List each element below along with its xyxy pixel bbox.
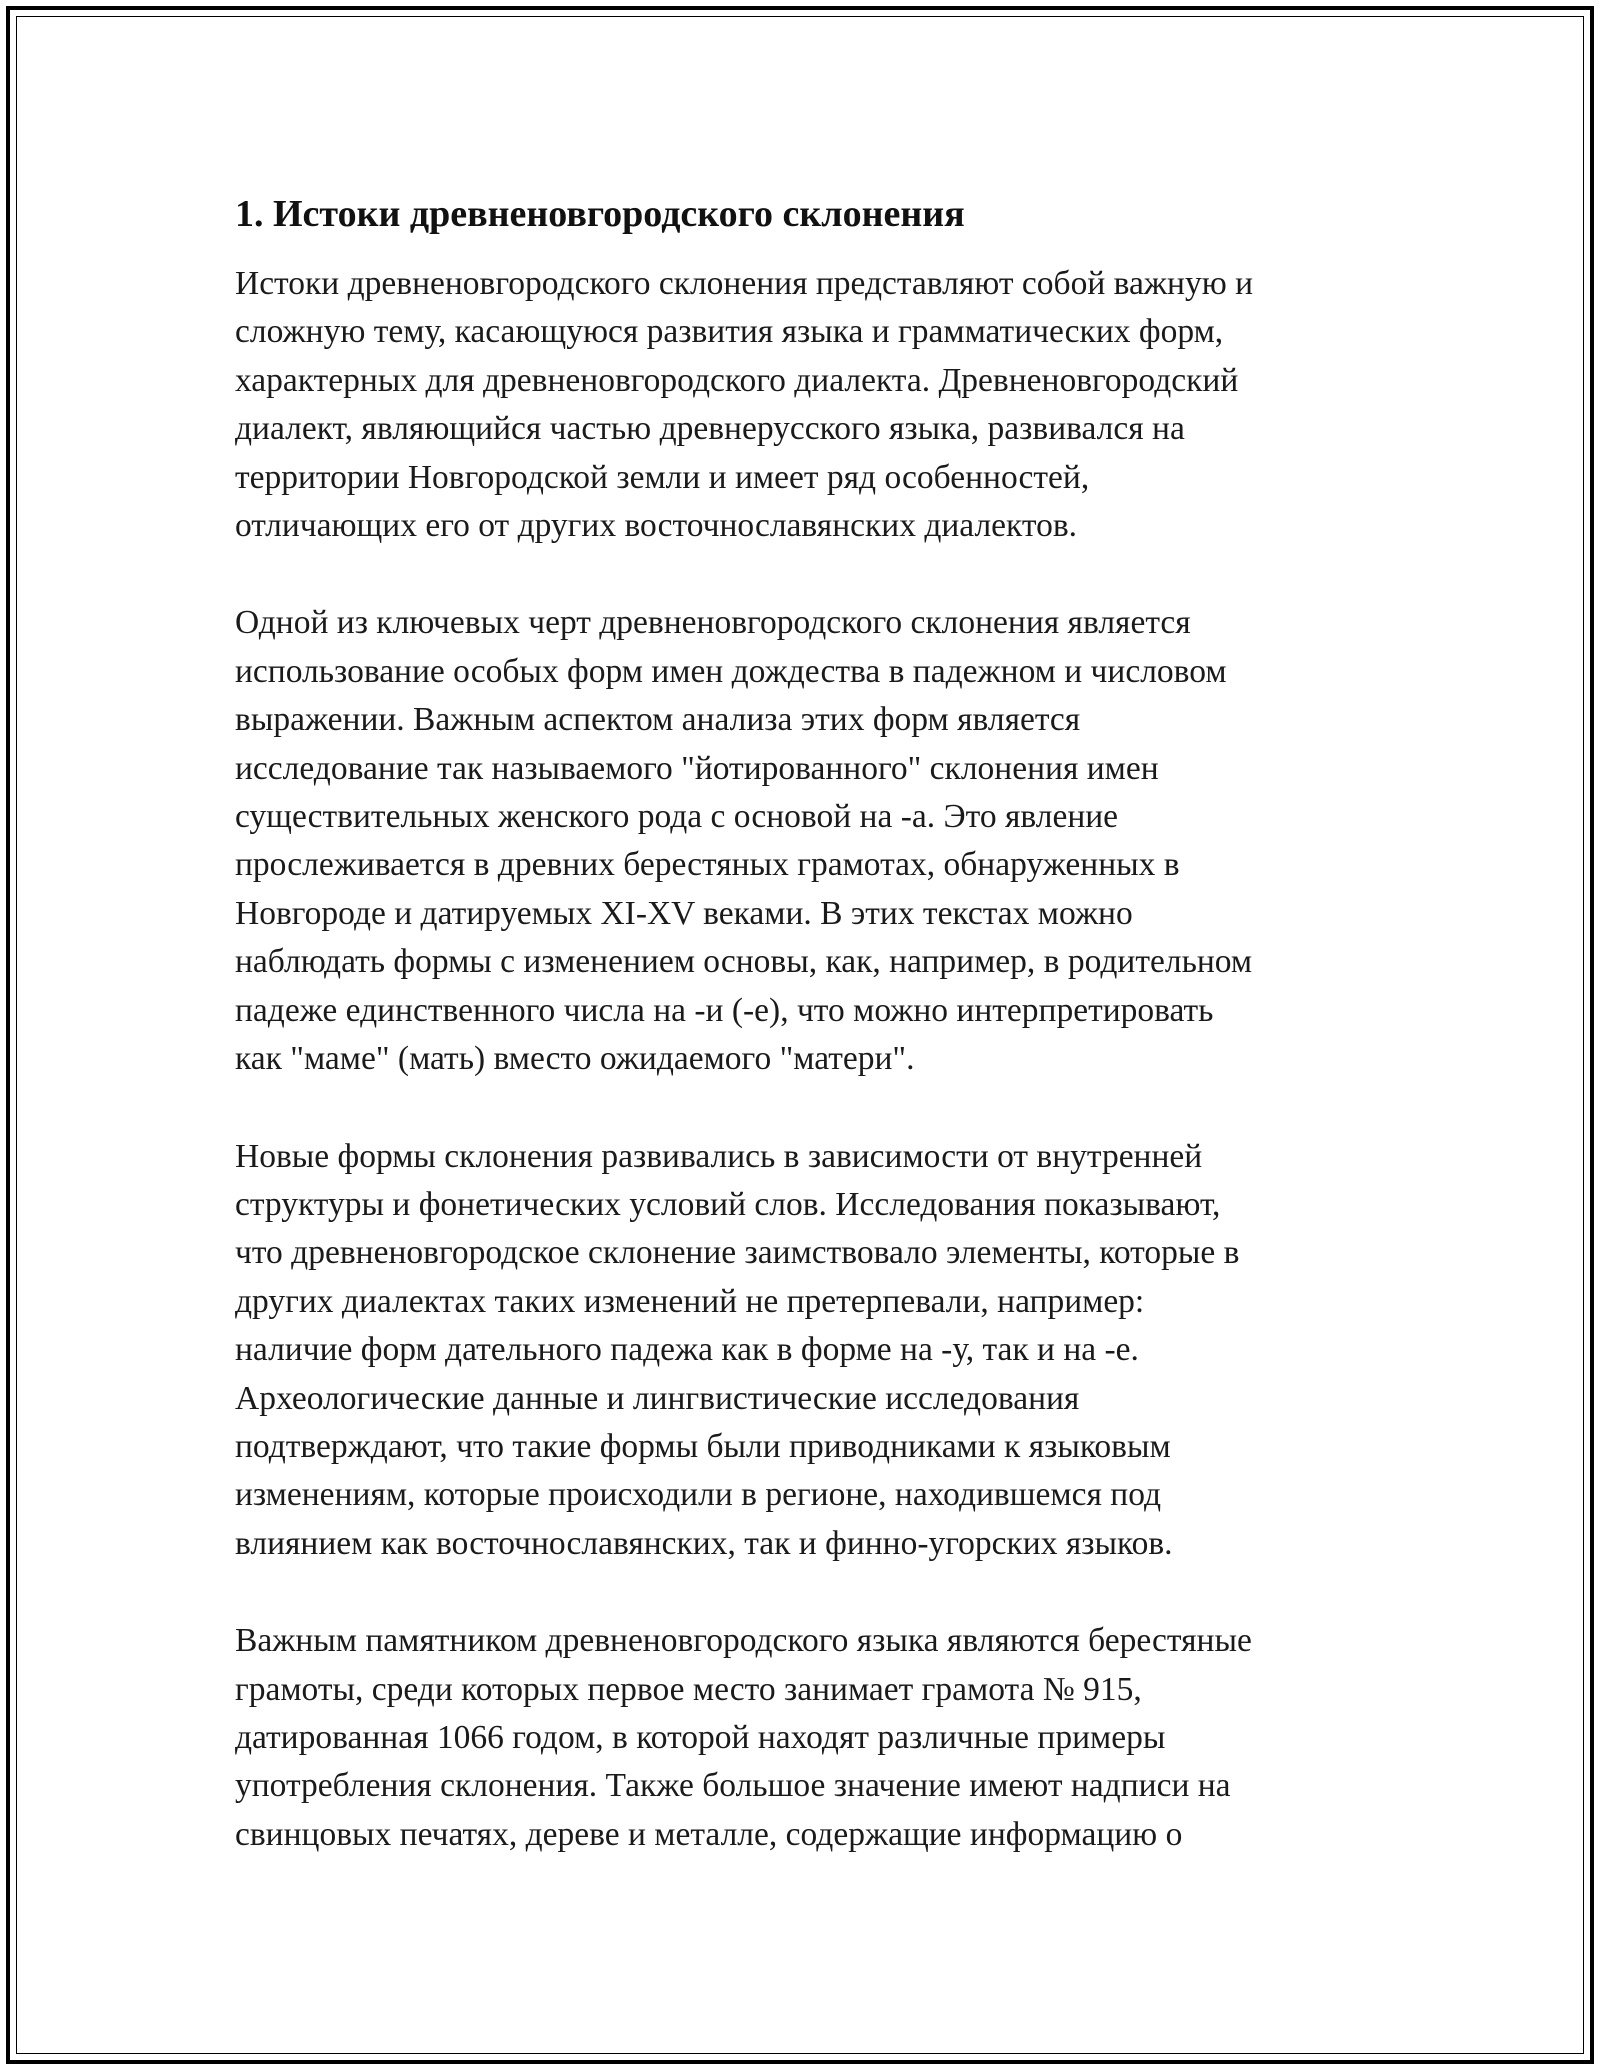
- text-line: исследование так называемого "йотированного" склонения имен: [235, 749, 1159, 787]
- text-line: как "маме" (мать) вместо ожидаемого "матери".: [235, 1040, 915, 1078]
- text-line: Одной из ключевых черт древненовгородского склонения является: [235, 604, 1191, 642]
- text-line: прослеживается в древних берестяных грамотах, обнаруженных в: [235, 846, 1180, 884]
- text-line: структуры и фонетических условий слов. Исследования показывают,: [235, 1185, 1221, 1223]
- text-line: выражении. Важным аспектом анализа этих форм является: [235, 701, 1081, 739]
- text-line: Новгороде и датируемых XI-XV веками. В этих текстах можно: [235, 894, 1133, 932]
- text-line: территории Новгородской земли и имеет ряд особенностей,: [235, 458, 1090, 496]
- text-line: что древненовгородское склонение заимствовало элементы, которые в: [235, 1234, 1240, 1272]
- text-line: существительных женского рода с основой на -а. Это явление: [235, 798, 1119, 836]
- text-line: характерных для древненовгородского диалекта. Древненовгородский: [235, 361, 1239, 399]
- text-line: грамоты, среди которых первое место занимает грамота № 915,: [235, 1670, 1142, 1708]
- document-body: [235, 188, 1365, 1908]
- text-line: наличие форм дательного падежа как в форме на -у, так и на -е.: [235, 1331, 1139, 1369]
- text-line: датированная 1066 годом, в которой находят различные примеры: [235, 1718, 1166, 1756]
- text-line: диалект, являющийся частью древнерусского языка, развивался на: [235, 410, 1185, 448]
- text-line: Археологические данные и лингвистические исследования: [235, 1379, 1080, 1417]
- paragraph: [235, 1133, 1365, 1569]
- text-line: Важным памятником древненовгородского языка являются берестяные: [235, 1622, 1252, 1660]
- text-line: подтверждают, что такие формы были приводниками к языковым: [235, 1427, 1171, 1465]
- text-line: других диалектах таких изменений не претерпевали, например:: [235, 1282, 1145, 1320]
- section-heading: 1. Истоки древненовгородского склонения: [235, 193, 965, 235]
- text-line: Истоки древненовгородского склонения представляют собой важную и: [235, 265, 1254, 302]
- text-line: использование особых форм имен дождества в падежном и числовом: [235, 652, 1227, 690]
- text-line: изменениям, которые происходили в регионе, находившемся под: [235, 1476, 1162, 1514]
- text-line: сложную тему, касающуюся развития языка и грамматических форм,: [235, 313, 1224, 351]
- text-line: свинцовых печатях, дереве и металле, содержащие информацию о: [235, 1815, 1183, 1853]
- text-line: отличающих его от других восточнославянских диалектов.: [235, 507, 1078, 545]
- text-line: влиянием как восточнославянских, так и финно-угорских языков.: [235, 1524, 1173, 1562]
- text-line: употребления склонения. Также большое значение имеют надписи на: [235, 1767, 1231, 1805]
- text-line: падеже единственного числа на -и (-е), что можно интерпретировать: [235, 991, 1214, 1029]
- paragraph: [235, 1617, 1365, 1859]
- text-line: Новые формы склонения развивались в зависимости от внутренней: [235, 1137, 1203, 1175]
- paragraph: [235, 599, 1365, 1083]
- paragraph-list: [235, 260, 1365, 1859]
- paragraph: [235, 260, 1365, 550]
- text-line: наблюдать формы с изменением основы, как, например, в родительном: [235, 943, 1253, 981]
